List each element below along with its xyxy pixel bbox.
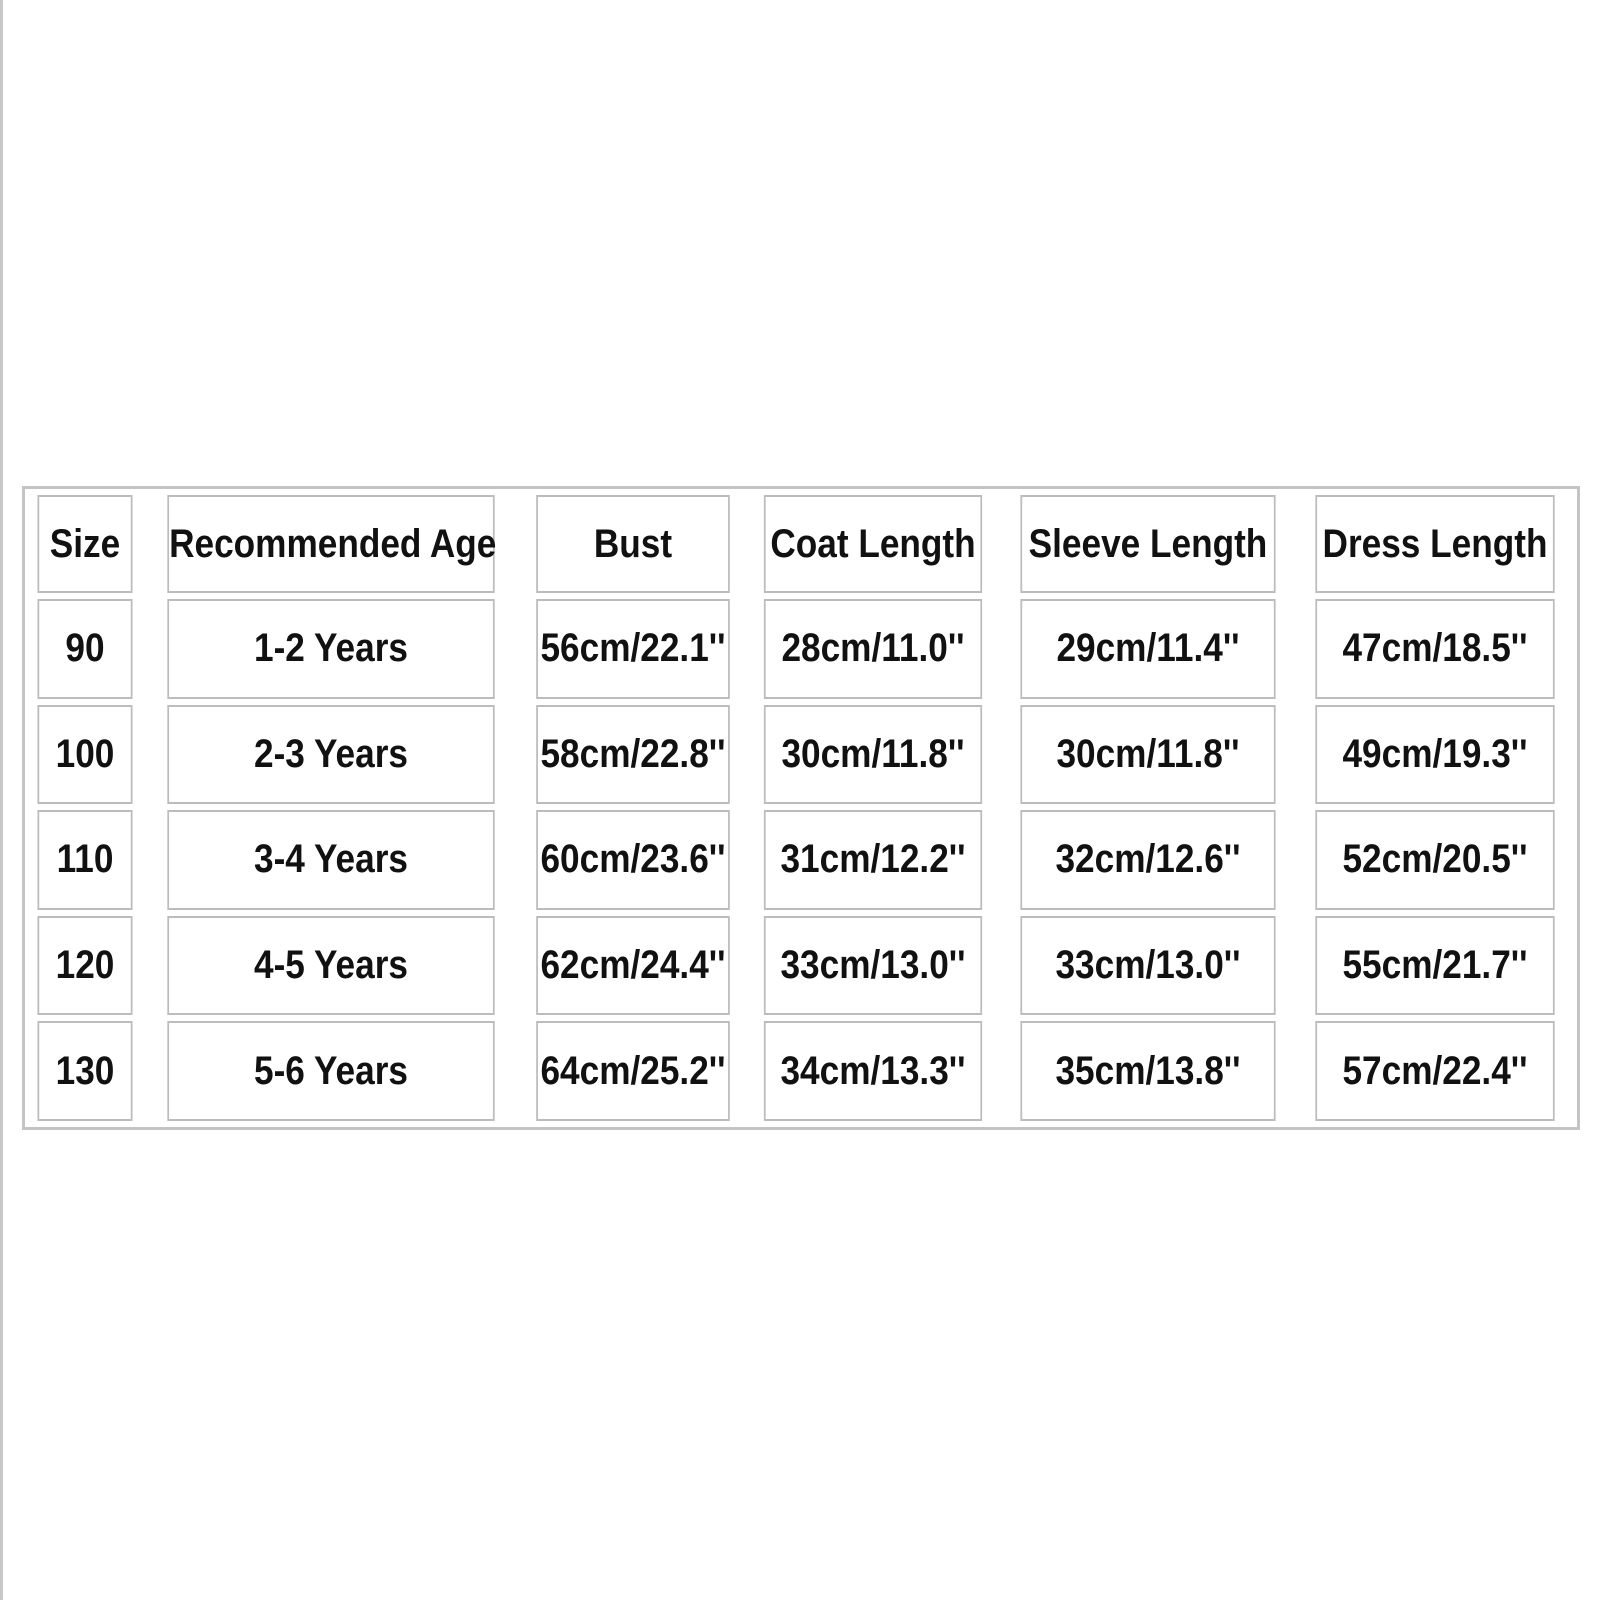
cell-dress-length: 52cm/20.5'' bbox=[1315, 810, 1554, 910]
cell-recommended-age: 1-2 Years bbox=[167, 599, 494, 699]
cell-recommended-age: 2-3 Years bbox=[167, 705, 494, 805]
left-border-line bbox=[0, 0, 3, 1600]
table-row bbox=[31, 599, 1571, 699]
cell-coat-length: 31cm/12.2'' bbox=[764, 810, 982, 910]
header-row bbox=[31, 495, 1571, 593]
cell-coat-length: 34cm/13.3'' bbox=[764, 1021, 982, 1121]
header-recommended-age: Recommended Age bbox=[167, 495, 494, 593]
cell-sleeve-length: 33cm/13.0'' bbox=[1020, 916, 1275, 1016]
table-row bbox=[31, 916, 1571, 1016]
cell-dress-length: 55cm/21.7'' bbox=[1315, 916, 1554, 1016]
table-row bbox=[31, 705, 1571, 805]
cell-dress-length: 47cm/18.5'' bbox=[1315, 599, 1554, 699]
cell-size: 110 bbox=[37, 810, 132, 910]
cell-bust: 58cm/22.8'' bbox=[536, 705, 730, 805]
cell-recommended-age: 5-6 Years bbox=[167, 1021, 494, 1121]
cell-sleeve-length: 35cm/13.8'' bbox=[1020, 1021, 1275, 1121]
cell-sleeve-length: 29cm/11.4'' bbox=[1020, 599, 1275, 699]
cell-recommended-age: 3-4 Years bbox=[167, 810, 494, 910]
header-coat-length: Coat Length bbox=[764, 495, 982, 593]
cell-bust: 56cm/22.1'' bbox=[536, 599, 730, 699]
header-bust: Bust bbox=[536, 495, 730, 593]
table-row bbox=[31, 1021, 1571, 1121]
cell-bust: 64cm/25.2'' bbox=[536, 1021, 730, 1121]
cell-coat-length: 28cm/11.0'' bbox=[764, 599, 982, 699]
cell-size: 130 bbox=[37, 1021, 132, 1121]
size-chart-table bbox=[22, 486, 1580, 1130]
cell-size: 100 bbox=[37, 705, 132, 805]
cell-recommended-age: 4-5 Years bbox=[167, 916, 494, 1016]
cell-coat-length: 30cm/11.8'' bbox=[764, 705, 982, 805]
cell-sleeve-length: 32cm/12.6'' bbox=[1020, 810, 1275, 910]
header-dress-length: Dress Length bbox=[1315, 495, 1554, 593]
cell-bust: 60cm/23.6'' bbox=[536, 810, 730, 910]
cell-coat-length: 33cm/13.0'' bbox=[764, 916, 982, 1016]
header-sleeve-length: Sleeve Length bbox=[1020, 495, 1275, 593]
cell-sleeve-length: 30cm/11.8'' bbox=[1020, 705, 1275, 805]
table-row bbox=[31, 810, 1571, 910]
cell-dress-length: 57cm/22.4'' bbox=[1315, 1021, 1554, 1121]
cell-size: 90 bbox=[37, 599, 132, 699]
cell-dress-length: 49cm/19.3'' bbox=[1315, 705, 1554, 805]
header-size: Size bbox=[37, 495, 132, 593]
cell-size: 120 bbox=[37, 916, 132, 1016]
cell-bust: 62cm/24.4'' bbox=[536, 916, 730, 1016]
